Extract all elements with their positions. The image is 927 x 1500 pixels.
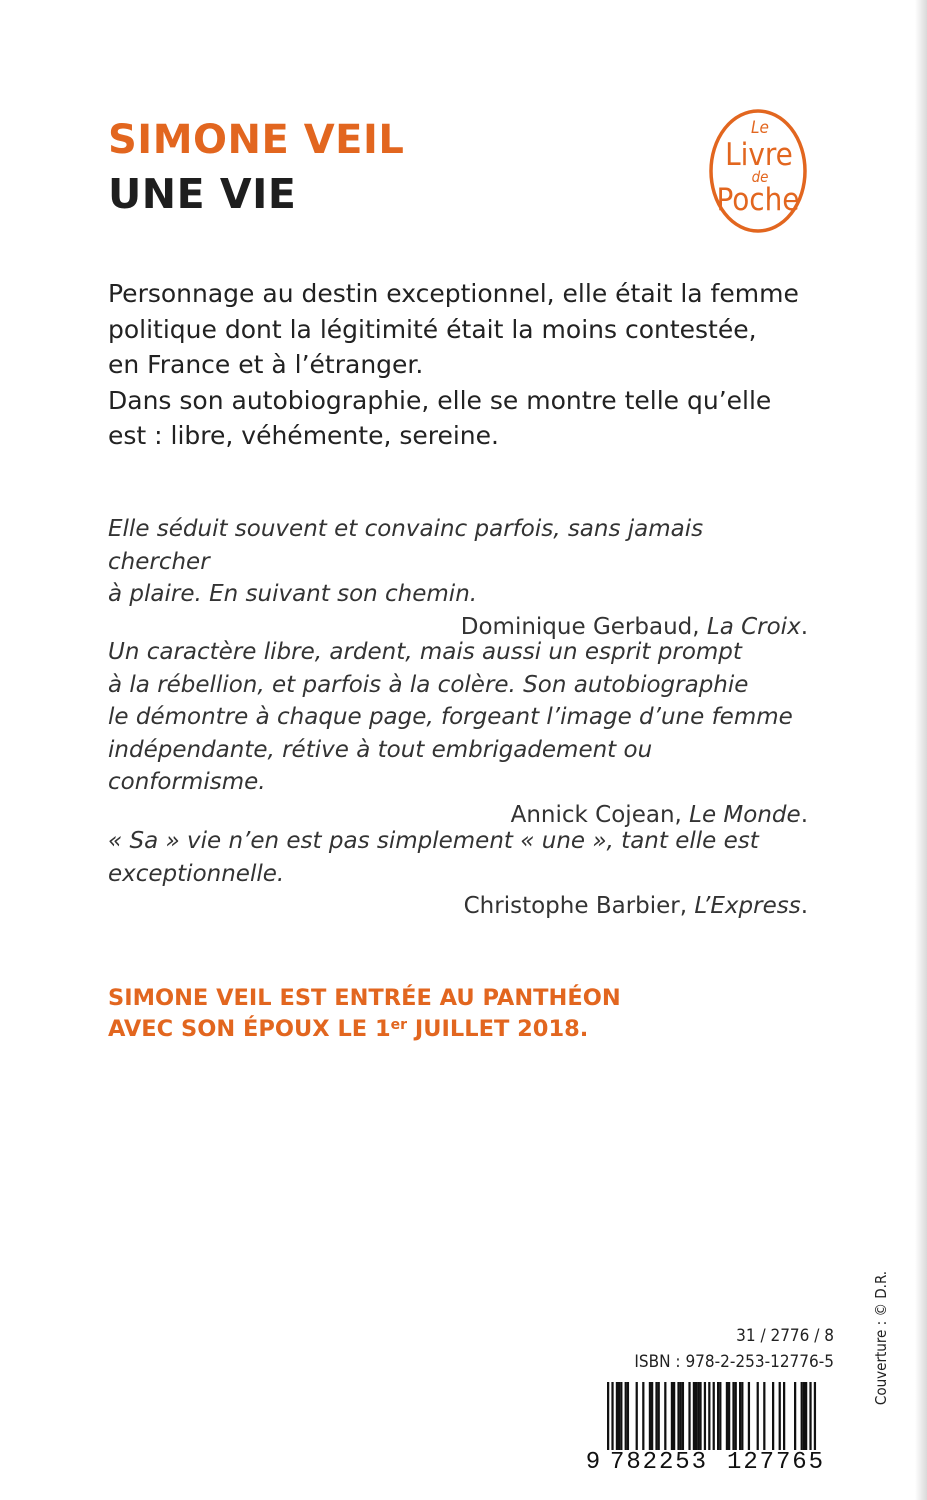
barcode-bar xyxy=(618,1382,620,1450)
quote-author: Annick Cojean, xyxy=(510,801,690,828)
livre-de-poche-logo xyxy=(708,107,808,235)
barcode-bar xyxy=(699,1382,701,1450)
press-quote-le-monde xyxy=(108,636,808,831)
barcode-bar xyxy=(732,1382,734,1450)
barcode-bar xyxy=(677,1382,679,1450)
barcode-bar xyxy=(719,1382,721,1450)
quote-line: Elle séduit souvent et convainc parfois, sans jamais chercher xyxy=(108,516,704,575)
barcode-bar xyxy=(794,1382,796,1450)
blurb-line: en France et à l’étranger. xyxy=(108,350,424,379)
barcode-bar xyxy=(688,1382,690,1450)
barcode-bar xyxy=(735,1382,737,1450)
barcode-bar xyxy=(658,1382,660,1450)
quote-text xyxy=(108,825,808,890)
barcode-bar xyxy=(616,1382,618,1450)
barcode-bar xyxy=(726,1382,728,1450)
barcode-bar xyxy=(741,1382,743,1450)
barcode-bar xyxy=(680,1382,682,1450)
author-name: SIMONE VEIL xyxy=(108,117,405,163)
isbn-number: ISBN : 978-2-253-12776-5 xyxy=(634,1352,834,1372)
barcode-bar xyxy=(739,1382,741,1450)
quote-line: « Sa » vie n’en est pas simplement « une », tant elle est xyxy=(108,828,759,854)
barcode-bar xyxy=(801,1382,803,1450)
quote-attribution xyxy=(108,890,808,923)
barcode-bar xyxy=(625,1382,627,1450)
barcode-bar xyxy=(772,1382,774,1450)
barcode-digits-right: 127765 xyxy=(727,1449,823,1472)
barcode-bar xyxy=(763,1382,765,1450)
barcode-bar xyxy=(728,1382,730,1450)
barcode-bar xyxy=(673,1382,675,1450)
quote-line: Un caractère libre, ardent, mais aussi un esprit prompt xyxy=(108,639,742,665)
barcode-bar xyxy=(636,1382,638,1450)
page-edge-shadow xyxy=(915,0,927,1500)
book-title: UNE VIE xyxy=(108,170,297,218)
quote-author: Christophe Barbier, xyxy=(463,893,695,919)
blurb xyxy=(108,276,828,454)
press-quote-l-express xyxy=(108,825,808,923)
quote-line: à plaire. En suivant son chemin. xyxy=(108,581,478,607)
quote-line: exceptionnelle. xyxy=(108,860,285,887)
quote-line: indépendante, rétive à tout embrigadement ou conformisme. xyxy=(108,736,653,795)
quote-source: Le Monde xyxy=(689,801,801,828)
quote-source: L’Express xyxy=(694,893,801,919)
quote-author: Dominique Gerbaud, xyxy=(460,613,707,640)
barcode-bar xyxy=(649,1382,651,1450)
barcode-digits-left: 782253 xyxy=(610,1449,706,1472)
barcode-bar xyxy=(805,1382,807,1450)
ean-barcode xyxy=(585,1382,837,1472)
barcode-bar xyxy=(620,1382,622,1450)
cover-credit: Couverture : © D.R. xyxy=(872,1270,890,1406)
barcode-bar xyxy=(695,1382,697,1450)
barcode-bar xyxy=(717,1382,719,1450)
quote-end: . xyxy=(800,801,808,828)
quote-line: à la rébellion, et parfois à la colère. Son autobiographie xyxy=(108,671,749,698)
pantheon-line-1: SIMONE VEIL EST ENTRÉE AU PANTHÉON xyxy=(108,985,621,1011)
quote-text xyxy=(108,513,808,611)
series-number: 31 / 2776 / 8 xyxy=(736,1326,834,1346)
blurb-line: Dans son autobiographie, elle se montre telle qu’elle xyxy=(108,385,772,415)
logo-de: de xyxy=(751,168,769,186)
blurb-line: politique dont la légitimité était la moins contestée, xyxy=(108,314,757,344)
logo-le: Le xyxy=(751,118,769,138)
quote-source: La Croix xyxy=(706,613,801,640)
barcode-bar xyxy=(642,1382,644,1450)
logo-livre: Livre xyxy=(725,137,793,173)
pantheon-line-2: AVEC SON ÉPOUX LE 1er JUILLET 2018. xyxy=(108,1016,589,1042)
barcode-bar xyxy=(704,1382,706,1450)
blurb-line: est : libre, véhémente, sereine. xyxy=(108,421,499,450)
barcode-digit-first: 9 xyxy=(585,1449,601,1472)
barcode-bar xyxy=(748,1382,750,1450)
barcode-bar xyxy=(693,1382,695,1450)
blurb-line: Personnage au destin exceptionnel, elle était la femme xyxy=(108,279,799,308)
barcode-bar xyxy=(779,1382,781,1450)
logo-poche: Poche xyxy=(716,182,800,218)
barcode-bar xyxy=(651,1382,653,1450)
quote-end: . xyxy=(800,613,808,640)
barcode-bar xyxy=(803,1382,805,1450)
barcode-bar xyxy=(757,1382,759,1450)
barcode-bar xyxy=(783,1382,785,1450)
ordinal-suffix: er xyxy=(390,1017,408,1033)
barcode-bar xyxy=(697,1382,699,1450)
pantheon-note xyxy=(108,983,621,1045)
barcode-bar xyxy=(655,1382,657,1450)
quote-text xyxy=(108,636,808,799)
press-quote-la-croix xyxy=(108,513,808,643)
barcode-bar xyxy=(664,1382,666,1450)
quote-end: . xyxy=(800,893,808,919)
barcode-bar xyxy=(627,1382,629,1450)
barcode-bar xyxy=(682,1382,684,1450)
quote-line: le démontre à chaque page, forgeant l’image d’une femme xyxy=(108,704,793,730)
barcode-bar xyxy=(671,1382,673,1450)
